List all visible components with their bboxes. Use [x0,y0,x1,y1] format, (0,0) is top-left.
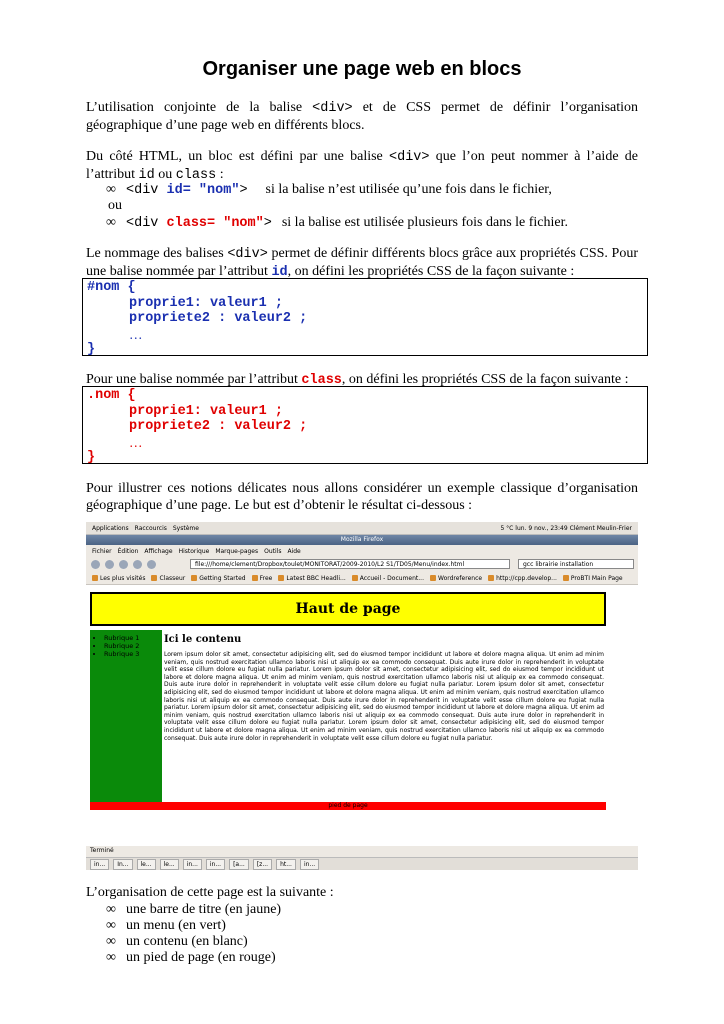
html-text-2: que l’on peut nommer à l’aide de l’attribut [86,149,638,182]
menu-view: Affichage [144,547,173,555]
css-class-code-block [82,386,648,464]
taskbar-item: le... [160,859,179,870]
bullet-id-code-a: <div [126,183,167,198]
naming-text-2: permet de définir différents blocs grâce aux propriétés CSS. Pour une balise nommée par l’attribut [86,246,638,279]
intro-text-2: et de CSS permet de définir l’organisation géographique d’une page web en différents blocs. [86,100,639,133]
stop-icon [133,560,142,569]
html-code-2: id [138,168,155,183]
code-line: #nom { [87,280,136,295]
url-bar: file:///home/clement/Dropbox/toulet/MONITORAT/2009-2010/L2 S1/TD05/Menu/index.html [190,559,510,569]
taskbar-item: [z... [253,859,272,870]
window-titlebar: Mozilla Firefox [86,535,638,545]
taskbar-item: in... [206,859,225,870]
bookmark-item: Latest BBC Headli... [278,575,345,582]
site-content-text: Lorem ipsum dolor sit amet, consectetur adipisicing elit, sed do eiusmod tempor incididunt ut labore et dolore magna aliqua. Ut enim ad minim veniam, quis nostrud exercitation ullamco laboris nisi ut aliquip ex ea commodo consequat. Duis aute irure dolor in reprehenderit in voluptate velit esse cillum dolore eu fugiat nulla pariatur. Lorem ipsum dolor sit amet, consectetur adipisicing elit, sed do eiusmod tempor incididunt ut labore et dolore magna aliqua. Ut enim ad minim veniam, quis nostrud exercitation ullamco laboris nisi ut aliquip ex ea commodo consequat. Duis aute irure dolor in reprehenderit in voluptate velit esse cillum dolore eu fugiat nulla pariatur. Lorem ipsum dolor sit amet, consectetur adipisicing elit, sed do eiusmod tempor incididunt ut labore et dolore magna aliqua. Ut enim ad minim veniam, quis nostrud exercitation ullamco laboris nisi ut aliquip ex ea commodo consequat. Duis aute irure dolor in reprehenderit in voluptate velit esse cillum dolore eu fugiat nulla pariatur. Lorem ipsum dolor sit amet, consectetur adipisicing elit, sed do eiusmod tempor incididunt ut labore et dolore magna aliqua. Ut enim ad minim veniam, quis nostrud exercitation ullamco laboris nisi ut aliquip ex ea commodo consequat. Duis aute irure dolor in reprehenderit in voluptate velit esse cillum dolore eu fugiat nulla pariatur. Lorem ipsum dolor sit amet, consectetur adipisicing elit, sed do eiusmod tempor incididunt ut labore et dolore magna aliqua. Ut enim ad minim veniam, quis nostrud exercitation ullamco laboris nisi ut aliquip ex ea commodo consequat. Duis aute irure dolor in reprehenderit in voluptate velit esse cillum dolore eu fugiat nulla pariatur. [164,651,604,742]
taskbar-item: in... [183,859,202,870]
forward-icon [105,560,114,569]
bullet-class-code-c: > [263,216,272,231]
bullet-class-text: si la balise est utilisée plusieurs fois dans le fichier. [281,215,569,230]
org-list-text: un pied de page (en rouge) [126,950,276,965]
ou-text: ou [108,198,122,213]
html-text-1: Du côté HTML, un bloc est défini par une balise [86,149,389,164]
gnome-menu-places: Raccourcis [134,524,167,532]
bullet-id-text: si la balise n’est utilisée qu’une fois dans le fichier, [265,182,552,197]
taskbar-item: le... [137,859,156,870]
site-menu-item: • Rubrique 3 [104,650,162,658]
org-list-item [106,901,281,918]
org-list-item [106,917,226,934]
bullet-class-code-b: class= "nom" [166,216,264,231]
bullet-symbol: ∞ [106,902,116,917]
site-footer: pied de page [90,802,606,810]
taskbar-item: In... [113,859,132,870]
bookmarks-toolbar [86,573,638,585]
bullet-symbol: ∞ [106,182,116,197]
code-line: .nom { [87,388,136,403]
gnome-clock: 5 °C lun. 9 nov., 23:49 Clément Meulin-Frier [500,524,632,532]
code-line: … [129,434,143,450]
organisation-paragraph: L’organisation de cette page est la suivante : [86,885,334,900]
bookmark-item: http://cpp.develop... [488,575,557,582]
bookmark-item: Getting Started [191,575,245,582]
naming-code-1: <div> [227,247,268,262]
code-line: proprie1: valeur1 ; [129,295,283,311]
search-bar: gcc librairie installation [518,559,634,569]
bookmark-item: Wordreference [430,575,482,582]
intro-paragraph [86,99,638,134]
class-text-1: Pour une balise nommée par l’attribut [86,372,302,387]
html-paragraph [86,148,638,184]
bullet-symbol: ∞ [106,918,116,933]
back-icon [91,560,100,569]
code-line: proprie1: valeur1 ; [129,403,283,419]
site-menu [90,630,162,802]
menu-bookmarks: Marque-pages [215,547,259,555]
html-text-4: : [216,167,224,182]
gnome-panel [86,522,638,535]
org-list-text: un menu (en vert) [126,918,226,933]
org-list-text: un contenu (en blanc) [126,934,248,949]
example-paragraph: Pour illustrer ces notions délicates nous allons considérer un exemple classique d’organisation géographique d’une page. Le but est d’obtenir le résultat ci-dessous : [86,481,638,513]
code-line: } [87,450,96,465]
site-menu-item: • Rubrique 1 [104,634,162,642]
reload-icon [119,560,128,569]
bookmark-item: ProBTI Main Page [563,575,623,582]
code-line: } [87,342,96,357]
taskbar-item: ht... [276,859,296,870]
taskbar-item: in... [300,859,319,870]
code-line: propriete2 : valeur2 ; [129,311,308,326]
site-menu-item: • Rubrique 2 [104,642,162,650]
bullet-symbol: ∞ [106,950,116,965]
gnome-taskbar [86,857,638,870]
gnome-menu-system: Système [172,524,199,532]
menu-file: Fichier [92,547,112,555]
site-content [162,630,606,802]
bullet-id-code-b: id= "nom" [166,183,240,198]
home-icon [147,560,156,569]
css-id-code-block [82,278,648,356]
gnome-menu-applications: Applications [92,524,129,532]
org-list-text: une barre de titre (en jaune) [126,902,282,917]
bookmark-item: Classeur [151,575,185,582]
org-list-item [106,949,276,966]
menu-help: Aide [287,547,301,555]
firefox-screenshot [86,522,638,870]
status-bar: Terminé [90,847,114,854]
site-header: Haut de page [90,592,606,626]
taskbar-item: [a... [229,859,249,870]
bullet-class-code-a: <div [126,216,167,231]
menu-edit: Édition [117,547,139,555]
site-content-title: Ici le contenu [164,634,242,645]
taskbar-item: in... [90,859,109,870]
class-text-2: , on défini les propriétés CSS de la façon suivante : [341,372,629,387]
code-line: … [129,326,143,342]
bullet-symbol: ∞ [106,934,116,949]
naming-code-2: id [271,265,288,280]
naming-paragraph [86,245,638,281]
browser-viewport [86,585,638,846]
org-list-item [106,933,248,950]
bullet-id-code-c: > [239,183,248,198]
naming-text-3: , on défini les propriétés CSS de la façon suivante : [287,264,575,279]
class-code: class [301,373,342,388]
bookmark-item: Accueil - Document... [352,575,424,582]
bullet-class [106,214,568,232]
menu-history: Historique [178,547,210,555]
bookmark-item: Les plus visités [92,575,145,582]
intro-code: <div> [312,101,353,116]
intro-text-1: L’utilisation conjointe de la balise [86,100,313,115]
naming-text-1: Le nommage des balises [86,246,228,261]
browser-menubar [86,546,638,556]
html-code-1: <div> [389,150,430,165]
menu-tools: Outils [264,547,282,555]
html-code-3: class [175,168,217,183]
html-text-3: ou [154,167,176,182]
bullet-symbol: ∞ [106,215,116,230]
code-line: propriete2 : valeur2 ; [129,419,308,434]
page-title: Organiser une page web en blocs [202,58,522,80]
bookmark-item: Free [252,575,273,582]
